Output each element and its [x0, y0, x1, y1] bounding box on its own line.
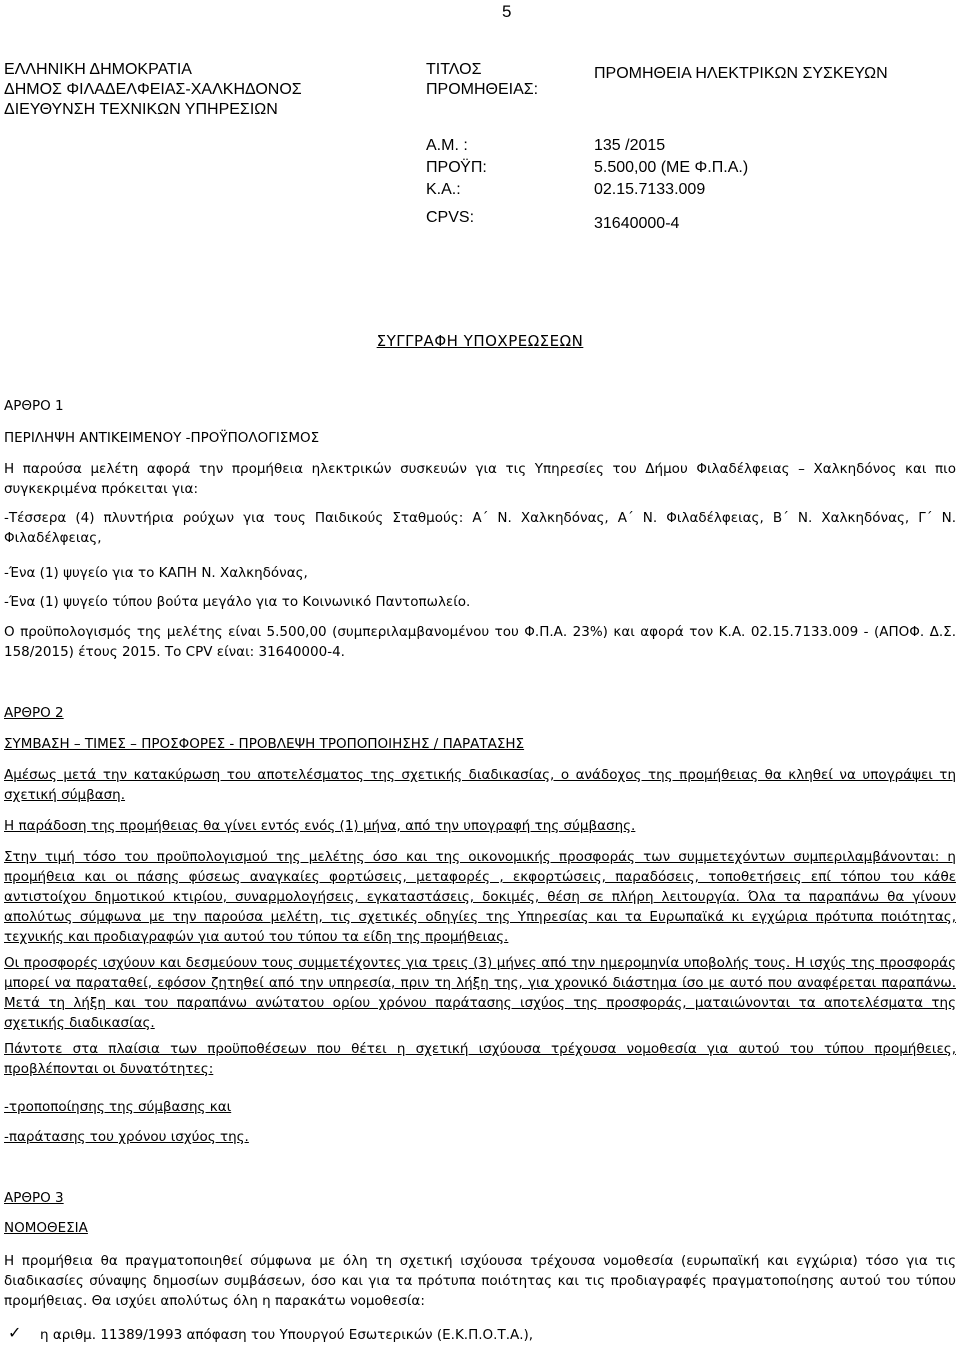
- article-2-paragraph-3: Στην τιμή τόσο του προϋπολογισμού της μελέτης όσο και της οικονομικής προσφοράς των συμμετεχόντων συμπεριλαμβάνονται: η προμήθεια και οι πάσης φύσεως αναγκαίες φορτώσεις, μεταφορές , εκφορτώσεις, παραδόσεις, τοποθετήσεις επί τόπου του κάθε αντιστοίχου δημοτικού κτιρίου, συναρμολογήσεις, εγκαταστάσεις, δοκιμές, θέση σε πλήρη λειτουργία. Όλα τα παραπάνω θα γίνουν απολύτως σύμφωνα με την παρούσα μελέτη, τις σχετικές οδηγίες της Υπηρεσίας και τα Ευρωπαϊκά κι εγχώρια πρότυπα ποιότητας, τεχνικής και προδιαγραφών για αυτού του τύπου τα είδη της προμήθειας.: [4, 849, 956, 945]
- ka-label: Κ.Α.:: [426, 181, 461, 198]
- article-1-paragraph-1: Η παρούσα μελέτη αφορά την προμήθεια ηλεκτρικών συσκευών για τις Υπηρεσίες του Δήμου Φιλαδέλφειας – Χαλκηδόνος και πιο συγκεκριμένα πρόκειται για:: [4, 461, 956, 497]
- article-2-paragraph-2: Η παράδοση της προμήθειας θα γίνει εντός ενός (1) μήνα, από την υπογραφή της σύμβασης.: [4, 818, 636, 834]
- article-3-subheading: ΝΟΜΟΘΕΣΙΑ: [4, 1220, 88, 1236]
- article-2-paragraph-5: Πάντοτε στα πλαίσια των προϋποθέσεων που θέτει η σχετική ισχύουσα τρέχουσα νομοθεσία για αυτού του τύπου προμήθειες, προβλέπονται οι δυνατότητες:: [4, 1041, 956, 1077]
- document-title: ΣΥΓΓΡΑΦΗ ΥΠΟΧΡΕΩΣΕΩΝ: [376, 332, 584, 350]
- title-value: ΠΡΟΜΗΘΕΙΑ ΗΛΕΚΤΡΙΚΩΝ ΣΥΣΚΕΥΩΝ: [594, 65, 888, 82]
- article-3-heading: ΑΡΘΡΟ 3: [4, 1190, 64, 1206]
- article-1-paragraph-5: Ο προϋπολογισμός της μελέτης είναι 5.500,00 (συμπεριλαμβανομένου του Φ.Π.Α. 23%) και αφορά τον Κ.Α. 02.15.7133.009 - (ΑΠΟΦ. Δ.Σ. 158/2015) έτους 2015. Το CPV είναι: 31640000-4.: [4, 624, 956, 660]
- article-1-paragraph-3: -Ένα (1) ψυγείο για το ΚΑΠΗ Ν. Χαλκηδόνας,: [4, 565, 308, 581]
- article-2-paragraph-4: Οι προσφορές ισχύουν και δεσμεύουν τους συμμετέχοντες για τρεις (3) μήνες από την ημερομηνία υποβολής τους. Η ισχύς της προσφοράς μπορεί να παραταθεί, εφόσον ζητηθεί από την υπηρεσία, πριν τη λήξη της, για χρονικό διάστημα ίσο με αυτό που αναφέρεται παραπάνω. Μετά τη λήξη και του παραπάνω ανώτατου ορίου χρόνου παράτασης ισχύος της προσφοράς, ματαιώνονται τα αποτελέσματα της σχετικής διαδικασίας.: [4, 955, 956, 1031]
- budget-value: 5.500,00 (ΜΕ Φ.Π.Α.): [594, 159, 749, 176]
- issuer-line-2: ΔΗΜΟΣ ΦΙΛΑΔΕΛΦΕΙΑΣ-ΧΑΛΚΗΔΟΝΟΣ: [4, 81, 302, 98]
- article-1-subheading: ΠΕΡΙΛΗΨΗ ΑΝΤΙΚΕΙΜΕΝΟΥ -ΠΡΟΫΠΟΛΟΓΙΣΜΟΣ: [4, 430, 320, 446]
- ka-value: 02.15.7133.009: [594, 181, 706, 198]
- article-2-subheading: ΣΥΜΒΑΣΗ – ΤΙΜΕΣ – ΠΡΟΣΦΟΡΕΣ - ΠΡΟΒΛΕΨΗ ΤΡΟΠΟΠΟΙΗΣΗΣ / ΠΑΡΑΤΑΣΗΣ: [4, 736, 525, 752]
- article-2-heading: ΑΡΘΡΟ 2: [4, 705, 64, 721]
- issuer-line-1: ΕΛΛΗΝΙΚΗ ΔΗΜΟΚΡΑΤΙΑ: [4, 61, 192, 78]
- cpvs-label: CPVS:: [426, 209, 475, 226]
- budget-label: ΠΡΟΫΠ:: [426, 159, 487, 176]
- article-2-paragraph-7: -παράτασης του χρόνου ισχύος της.: [4, 1129, 249, 1145]
- issuer-line-3: ΔΙΕΥΘΥΝΣΗ ΤΕΧΝΙΚΩΝ ΥΠΗΡΕΣΙΩΝ: [4, 101, 278, 118]
- cpvs-value: 31640000-4: [594, 215, 680, 232]
- am-value: 135 /2015: [594, 137, 666, 154]
- title-label: ΤΙΤΛΟΣ ΠΡΟΜΗΘΕΙΑΣ:: [426, 61, 539, 98]
- article-2-paragraph-6: -τροποποίησης της σύμβασης και: [4, 1099, 232, 1115]
- page-number: 5: [502, 2, 512, 21]
- am-label: Α.Μ. :: [426, 137, 468, 154]
- article-3-paragraph-1: Η προμήθεια θα πραγματοποιηθεί σύμφωνα με όλη τη σχετική ισχύουσα τρέχουσα νομοθεσία (ευρωπαϊκή και εγχώρια) τόσο για τις διαδικασίες σύναψης δημοσίων συμβάσεων, όσο και για τα πρότυπα ποιότητας και τις προδιαγραφές πραγματοποίησης αυτού του τύπου προμήθειας. Θα ισχύει απολύτως όλη η παρακάτω νομοθεσία:: [4, 1253, 956, 1309]
- article-2-paragraph-1: Αμέσως μετά την κατακύρωση του αποτελέσματος της σχετικής διαδικασίας, ο ανάδοχος της προμήθειας θα κληθεί να υπογράψει τη σχετική σύμβαση.: [4, 767, 956, 803]
- issuer-block: [4, 60, 394, 120]
- article-1-paragraph-4: -Ένα (1) ψυγείο τύπου βούτα μεγάλο για το Κοινωνικό Παντοπωλείο.: [4, 594, 471, 610]
- article-1-paragraph-2: -Τέσσερα (4) πλυντήρια ρούχων για τους Παιδικούς Σταθμούς: Α΄ Ν. Χαλκηδόνας, Α΄ Ν. Φιλαδέλφειας, Β΄ Ν. Χαλκηδόνας, Γ΄ Ν. Φιλαδέλφειας,: [4, 510, 956, 546]
- legislation-bullet-1: η αριθμ. 11389/1993 απόφαση του Υπουργού Εσωτερικών (Ε.Κ.Π.Ο.Τ.Α.),: [40, 1327, 534, 1343]
- article-1-heading: ΑΡΘΡΟ 1: [4, 398, 64, 414]
- check-icon: ✓: [8, 1323, 22, 1342]
